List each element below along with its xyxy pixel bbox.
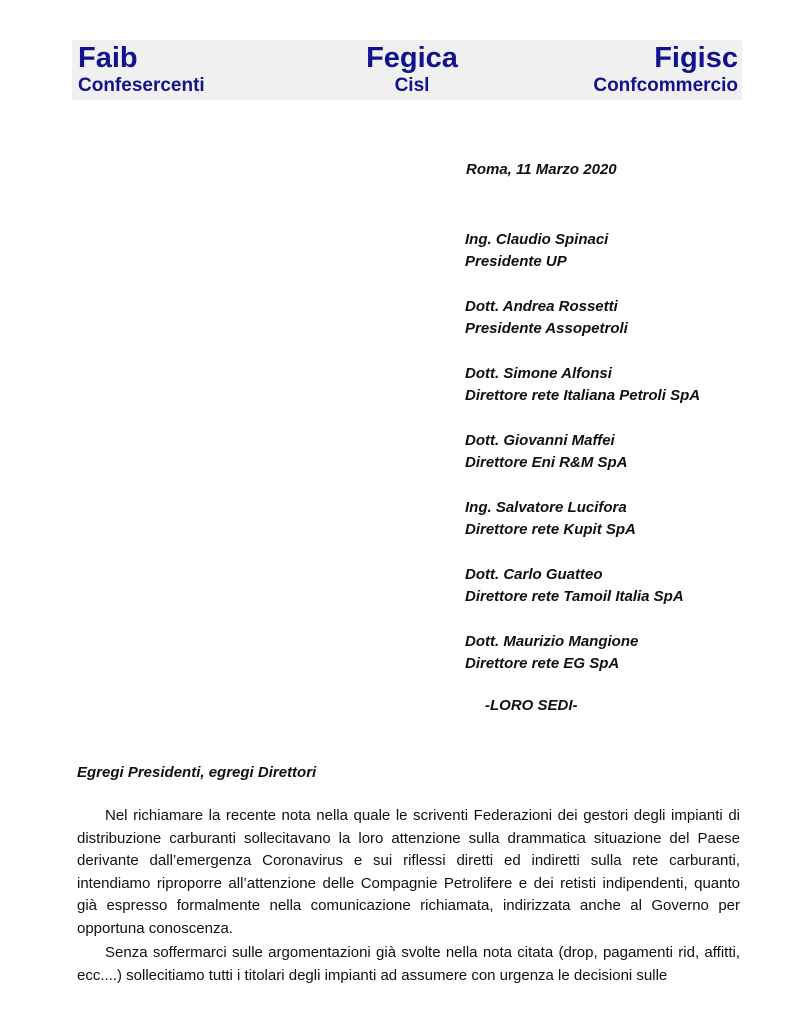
recipient-name: Dott. Simone Alfonsi	[465, 365, 612, 382]
salutation: Egregi Presidenti, egregi Direttori	[77, 764, 317, 781]
letterhead	[72, 40, 742, 100]
letter-date: Roma, 11 Marzo 2020	[466, 161, 617, 178]
org-figisc-name: Figisc	[654, 42, 738, 74]
letter-body	[77, 805, 740, 989]
recipient-role: Direttore rete EG SpA	[465, 655, 620, 672]
recipient-name: Ing. Claudio Spinaci	[465, 231, 609, 248]
recipient	[465, 564, 795, 608]
recipient-role: Direttore rete Italiana Petroli SpA	[465, 387, 701, 404]
org-figisc-sub: Confcommercio	[593, 75, 738, 96]
recipient-name: Ing. Salvatore Lucifora	[465, 499, 627, 516]
recipient	[465, 631, 795, 675]
org-fegica-sub: Cisl	[394, 75, 430, 96]
recipient-name: Dott. Giovanni Maffei	[465, 432, 615, 449]
org-faib-sub: Confesercenti	[78, 75, 205, 96]
org-faib-name: Faib	[78, 42, 138, 74]
recipient	[465, 363, 795, 407]
loro-sedi: -LORO SEDI-	[485, 697, 578, 714]
recipient	[465, 430, 795, 474]
recipient-name: Dott. Andrea Rossetti	[465, 298, 618, 315]
recipient-role: Direttore rete Kupit SpA	[465, 521, 636, 538]
recipient-role: Direttore Eni R&M SpA	[465, 454, 628, 471]
org-fegica	[362, 42, 462, 98]
recipient-name: Dott. Carlo Guatteo	[465, 566, 603, 583]
recipient-role: Direttore rete Tamoil Italia SpA	[465, 588, 684, 605]
recipient	[465, 497, 795, 541]
body-paragraph: Senza soffermarci sulle argomentazioni già svolte nella nota citata (drop, pagamenti rid, affitti, ecc....) sollecitiamo tutti i titolari degli impianti ad assumere con urgenza le decisioni sulle	[77, 944, 740, 984]
recipients-block	[465, 229, 795, 698]
org-faib	[78, 42, 205, 98]
org-figisc	[593, 42, 738, 98]
recipient-name: Dott. Maurizio Mangione	[465, 633, 639, 650]
recipient-role: Presidente Assopetroli	[465, 320, 628, 337]
body-paragraph: Nel richiamare la recente nota nella quale le scriventi Federazioni dei gestori degli impianti di distribuzione carburanti sollecitavano la loro attenzione sulla drammatica situazione del Paese derivante dall’emergenza Coronavirus e sui riflessi diretti ed indiretti sulla rete carburanti, intendiamo riproporre all’attenzione delle Compagnie Petrolifere e dei retisti indipendenti, quanto già espresso formalmente nella comunicazione richiamata, indirizzata anche al Governo per opportuna conoscenza.	[77, 807, 740, 937]
recipient	[465, 296, 795, 340]
recipient	[465, 229, 795, 273]
org-fegica-name: Fegica	[366, 42, 458, 74]
recipient-role: Presidente UP	[465, 253, 567, 270]
